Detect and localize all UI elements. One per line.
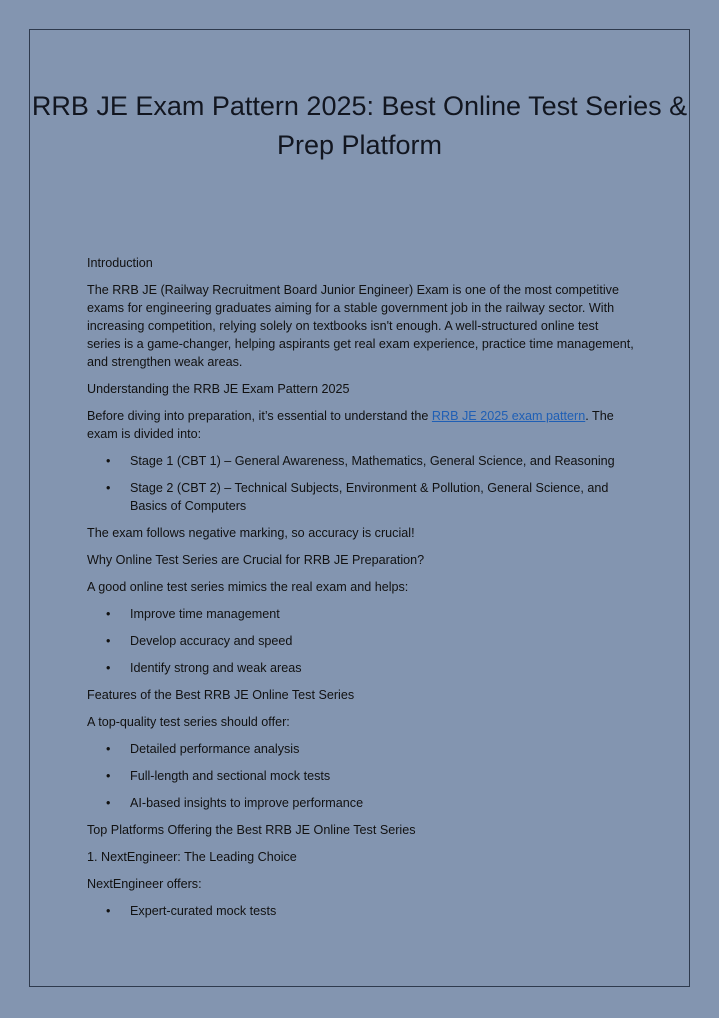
bullet-icon: • [106, 454, 111, 468]
features-intro: A top-quality test series should offer: [87, 715, 290, 729]
bullet-icon: • [106, 742, 111, 756]
bullet-icon: • [106, 796, 111, 810]
list-item [106, 605, 635, 623]
nextengineer-list [87, 902, 635, 920]
list-item [106, 794, 635, 812]
bullet-icon: • [106, 661, 111, 675]
why-intro: A good online test series mimics the real exam and helps: [87, 580, 409, 594]
bullet-icon: • [106, 634, 111, 648]
stages-list [87, 452, 635, 515]
list-item [106, 902, 635, 920]
exam-pattern-link[interactable]: RRB JE 2025 exam pattern [431, 409, 586, 423]
list-item-text: Develop accuracy and speed [130, 634, 293, 648]
bullet-icon: • [106, 607, 111, 621]
list-item [106, 659, 635, 677]
why-list [87, 605, 635, 677]
features-heading: Features of the Best RRB JE Online Test Series [87, 688, 355, 702]
why-heading: Why Online Test Series are Crucial for RRB JE Preparation? [87, 553, 425, 567]
list-item-text: Full-length and sectional mock tests [130, 769, 331, 783]
pattern-intro-text-end: . The exam is divided into: [87, 409, 614, 441]
document-body [87, 254, 635, 929]
pattern-intro [87, 407, 635, 443]
list-item [106, 632, 635, 650]
negative-marking-note: The exam follows negative marking, so accuracy is crucial! [87, 526, 415, 540]
list-item-text: Stage 1 (CBT 1) – General Awareness, Mathematics, General Science, and Reasoning [130, 454, 615, 468]
intro-paragraph: The RRB JE (Railway Recruitment Board Junior Engineer) Exam is one of the most competitive exams for engineering graduates aiming for a stable government job in the railway sector. With increasing competition, relying solely on textbooks isn't enough. A well-structured online test series is a game-changer, helping aspirants get real exam experience, practice time management, and strengthen weak areas. [87, 283, 634, 369]
bullet-icon: • [106, 769, 111, 783]
list-item-text: Stage 2 (CBT 2) – Technical Subjects, Environment & Pollution, General Science, and Basics of Computers [130, 481, 609, 513]
bullet-icon: • [106, 481, 111, 495]
nextengineer-intro: NextEngineer offers: [87, 877, 202, 891]
list-item [106, 740, 635, 758]
list-item-text: Detailed performance analysis [130, 742, 300, 756]
nextengineer-heading: 1. NextEngineer: The Leading Choice [87, 850, 297, 864]
list-item [106, 479, 635, 515]
list-item-text: AI-based insights to improve performance [130, 796, 364, 810]
features-list [87, 740, 635, 812]
bullet-icon: • [106, 904, 111, 918]
pattern-intro-text: Before diving into preparation, it’s essential to understand the [87, 409, 432, 423]
list-item [106, 767, 635, 785]
list-item-text: Expert-curated mock tests [130, 904, 277, 918]
list-item [106, 452, 635, 470]
platforms-heading: Top Platforms Offering the Best RRB JE Online Test Series [87, 823, 416, 837]
document-title: RRB JE Exam Pattern 2025: Best Online Test Series & Prep Platform [31, 91, 688, 160]
intro-heading: Introduction [87, 256, 153, 270]
list-item-text: Improve time management [130, 607, 280, 621]
pattern-heading: Understanding the RRB JE Exam Pattern 2025 [87, 382, 350, 396]
list-item-text: Identify strong and weak areas [130, 661, 302, 675]
